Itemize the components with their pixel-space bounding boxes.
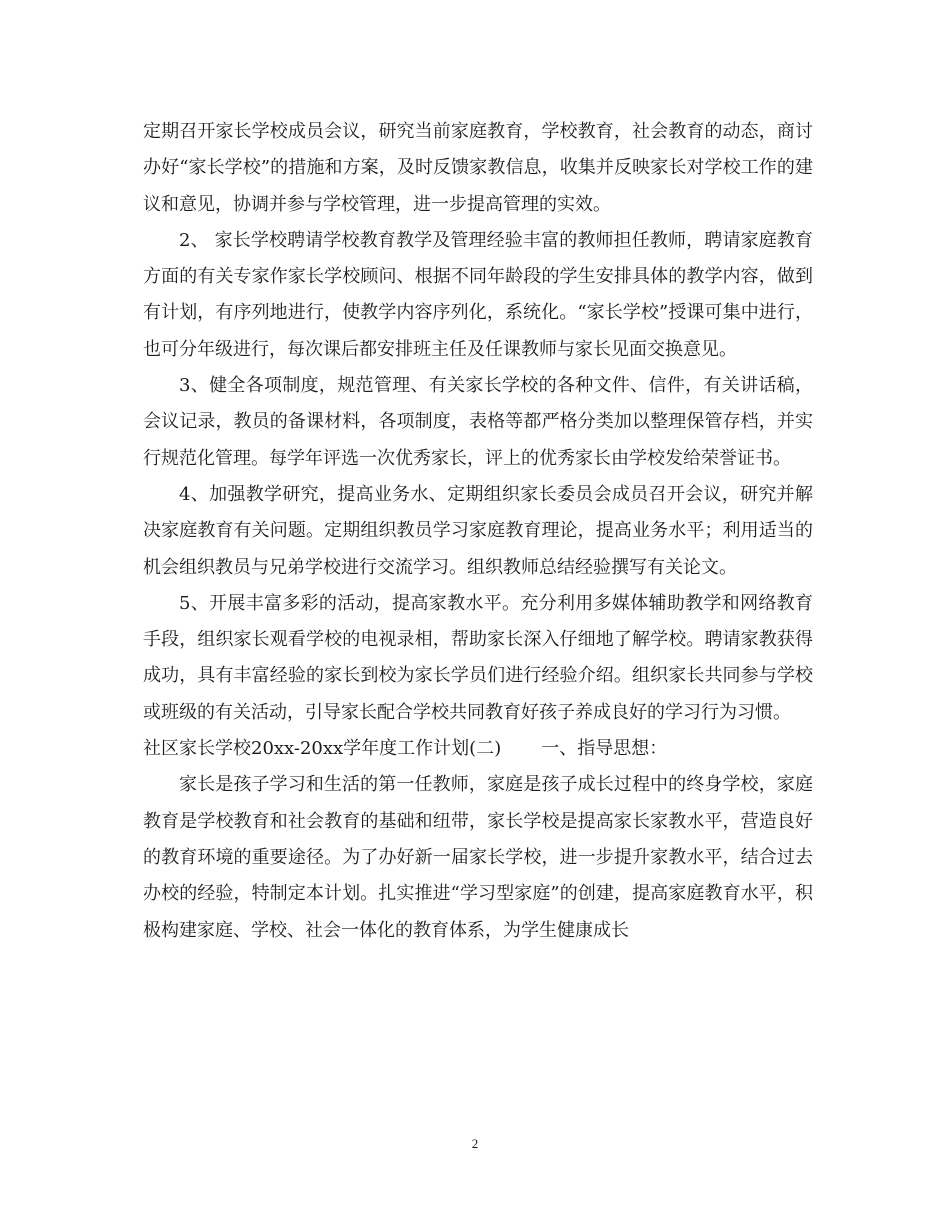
paragraph-item-3: 3、健全各项制度，规范管理、有关家长学校的各种文件、信件，有关讲话稿，会议记录，教员的备课材料，各项制度，表格等都严格分类加以整理保管存档，并实行规范化管理。每学年评选一次优秀家长，评上的优秀家长由学校发给荣誉证书。 <box>143 375 813 469</box>
section-subtitle: 一、指导思想： <box>541 738 668 760</box>
paragraph-guiding-thought: 家长是孩子学习和生活的第一任教师，家庭是孩子成长过程中的终身学校，家庭教育是学校教育和社会教育的基础和纽带，家长学校是提高家长家教水平，营造良好的教育环境的重要途径。为了办好新一届家长学校，进一步提升家教水平，结合过去办校的经验，特制定本计划。扎实推进“学习型家庭”的创建，提高家庭教育水平，积极构建家庭、学校、社会一体化的教育体系，为学生健康成长 <box>143 774 813 941</box>
section-heading-line <box>143 731 813 767</box>
page-number: 2 <box>471 1136 479 1151</box>
paragraph-item-2: 2、 家长学校聘请学校教育教学及管理经验丰富的教师担任教师，聘请家庭教育方面的有关专家作家长学校顾问、根据不同年龄段的学生安排具体的教学内容，做到有计划，有序列地进行，使教学内容序列化，系统化。“家长学校”授课可集中进行，也可分年级进行，每次课后都安排班主任及任课教师与家长见面交换意见。 <box>143 229 813 360</box>
paragraph-item-5: 5、开展丰富多彩的活动，提高家教水平。充分利用多媒体辅助教学和网络教育手段，组织家长观看学校的电视录相，帮助家长深入仔细地了解学校。聘请家教获得成功，具有丰富经验的家长到校为家长学员们进行经验介绍。组织家长共同参与学校或班级的有关活动，引导家长配合学校共同教育好孩子养成良好的学习行为习惯。 <box>143 592 813 723</box>
paragraph-continuation: 定期召开家长学校成员会议，研究当前家庭教育，学校教育，社会教育的动态，商讨办好“家长学校”的措施和方案，及时反馈家教信息，收集并反映家长对学校工作的建议和意见，协调并参与学校管理，进一步提高管理的实效。 <box>143 121 813 215</box>
page-body <box>143 114 813 949</box>
paragraph-item-4: 4、加强教学研究，提高业务水、定期组织家长委员会成员召开会议，研究并解决家庭教育有关问题。定期组织教员学习家庭教育理论，提高业务水平；利用适当的机会组织教员与兄弟学校进行交流学习。组织教师总结经验撰写有关论文。 <box>143 483 813 578</box>
section-title: 社区家长学校20xx-20xx学年度工作计划(二) <box>143 738 502 760</box>
